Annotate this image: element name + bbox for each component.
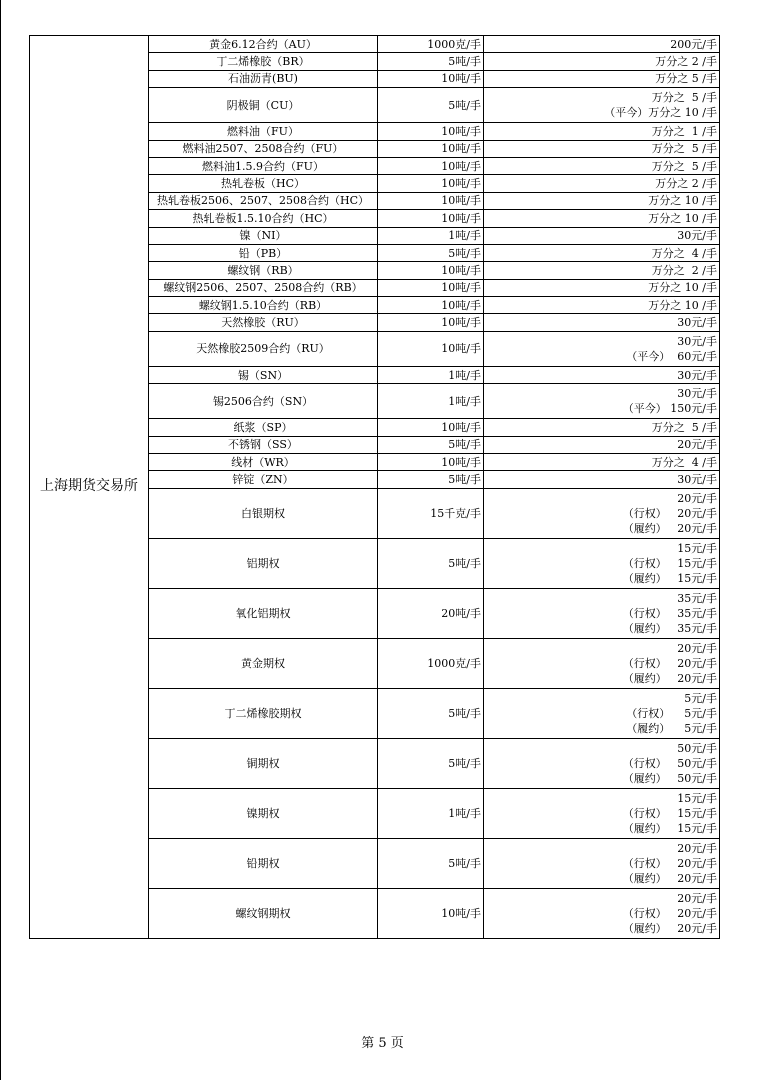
product-name: 铝期权 bbox=[149, 538, 378, 588]
product-name: 氧化铝期权 bbox=[149, 588, 378, 638]
fee-value bbox=[484, 297, 720, 314]
trading-unit: 10吨/手 bbox=[378, 123, 484, 140]
fee-value bbox=[484, 70, 720, 87]
product-name: 燃料油（FU） bbox=[149, 123, 378, 140]
fee-line: （行权） 20元/手 bbox=[622, 506, 717, 520]
fee-value bbox=[484, 123, 720, 140]
fee-line: （行权） 20元/手 bbox=[622, 906, 717, 920]
fee-value bbox=[484, 36, 720, 53]
fee-line: 万分之 10 /手 bbox=[648, 298, 717, 312]
product-name: 黄金期权 bbox=[149, 638, 378, 688]
product-name: 锌锭（ZN） bbox=[149, 471, 378, 488]
fee-line: （行权） 20元/手 bbox=[622, 656, 717, 670]
fee-value bbox=[484, 88, 720, 123]
fee-line: 20元/手 bbox=[677, 891, 717, 905]
trading-unit: 1吨/手 bbox=[378, 227, 484, 244]
fee-value bbox=[484, 588, 720, 638]
fee-value bbox=[484, 788, 720, 838]
fee-value bbox=[484, 210, 720, 227]
trading-unit: 1000克/手 bbox=[378, 638, 484, 688]
product-name: 黄金6.12合约（AU） bbox=[149, 36, 378, 53]
trading-unit: 5吨/手 bbox=[378, 688, 484, 738]
fee-line: 万分之 2 /手 bbox=[651, 263, 717, 277]
product-name: 铅（PB） bbox=[149, 244, 378, 261]
fee-line: 万分之 10 /手 bbox=[648, 211, 717, 225]
trading-unit: 10吨/手 bbox=[378, 70, 484, 87]
product-name: 天然橡胶2509合约（RU） bbox=[149, 331, 378, 366]
product-name: 丁二烯橡胶期权 bbox=[149, 688, 378, 738]
product-name: 镍（NI） bbox=[149, 227, 378, 244]
fee-line: （行权） 50元/手 bbox=[622, 756, 717, 770]
trading-unit: 10吨/手 bbox=[378, 297, 484, 314]
trading-unit: 5吨/手 bbox=[378, 244, 484, 261]
exchange-name: 上海期货交易所 bbox=[30, 36, 149, 939]
fee-line: 30元/手 bbox=[677, 473, 717, 487]
trading-unit: 5吨/手 bbox=[378, 471, 484, 488]
fee-line: 50元/手 bbox=[677, 741, 717, 755]
product-name: 阴极铜（CU） bbox=[149, 88, 378, 123]
fee-value bbox=[484, 638, 720, 688]
trading-unit: 5吨/手 bbox=[378, 838, 484, 888]
fee-line: 20元/手 bbox=[677, 641, 717, 655]
fee-line: （履约） 50元/手 bbox=[622, 771, 717, 785]
fee-line: （履约） 15元/手 bbox=[622, 821, 717, 835]
product-name: 不锈钢（SS） bbox=[149, 436, 378, 453]
product-name: 螺纹钢期权 bbox=[149, 888, 378, 938]
fee-line: （履约） 15元/手 bbox=[622, 571, 717, 585]
trading-unit: 10吨/手 bbox=[378, 888, 484, 938]
fee-line: （平今）万分之 10 /手 bbox=[604, 106, 717, 120]
trading-unit: 10吨/手 bbox=[378, 314, 484, 331]
trading-unit: 20吨/手 bbox=[378, 588, 484, 638]
product-name: 石油沥青(BU) bbox=[149, 70, 378, 87]
trading-unit: 10吨/手 bbox=[378, 140, 484, 157]
fee-line: 万分之 4 /手 bbox=[651, 455, 717, 469]
trading-unit: 1000克/手 bbox=[378, 36, 484, 53]
product-name: 热轧卷板2506、2507、2508合约（HC） bbox=[149, 192, 378, 209]
trading-unit: 10吨/手 bbox=[378, 192, 484, 209]
fee-line: 5元/手 bbox=[684, 691, 717, 705]
fee-value bbox=[484, 140, 720, 157]
trading-unit: 5吨/手 bbox=[378, 53, 484, 70]
trading-unit: 1吨/手 bbox=[378, 366, 484, 383]
fee-value bbox=[484, 227, 720, 244]
trading-unit: 10吨/手 bbox=[378, 279, 484, 296]
product-name: 螺纹钢2506、2507、2508合约（RB） bbox=[149, 279, 378, 296]
product-name: 螺纹钢（RB） bbox=[149, 262, 378, 279]
fee-line: 30元/手 bbox=[677, 316, 717, 330]
fee-line: （履约） 20元/手 bbox=[622, 871, 717, 885]
fee-line: 200元/手 bbox=[670, 37, 717, 51]
trading-unit: 10吨/手 bbox=[378, 454, 484, 471]
product-name: 热轧卷板1.5.10合约（HC） bbox=[149, 210, 378, 227]
trading-unit: 1吨/手 bbox=[378, 788, 484, 838]
fee-value bbox=[484, 538, 720, 588]
fee-line: 35元/手 bbox=[677, 591, 717, 605]
trading-unit: 10吨/手 bbox=[378, 210, 484, 227]
fee-value bbox=[484, 262, 720, 279]
trading-unit: 10吨/手 bbox=[378, 331, 484, 366]
fee-line: 30元/手 bbox=[677, 229, 717, 243]
product-name: 天然橡胶（RU） bbox=[149, 314, 378, 331]
fee-value bbox=[484, 314, 720, 331]
trading-unit: 5吨/手 bbox=[378, 88, 484, 123]
trading-unit: 10吨/手 bbox=[378, 157, 484, 174]
fee-line: （履约） 20元/手 bbox=[622, 921, 717, 935]
fee-line: 20元/手 bbox=[677, 491, 717, 505]
fee-value bbox=[484, 838, 720, 888]
product-name: 螺纹钢1.5.10合约（RB） bbox=[149, 297, 378, 314]
fee-line: （履约） 20元/手 bbox=[622, 671, 717, 685]
fee-table-body bbox=[30, 36, 720, 939]
fee-line: （行权） 15元/手 bbox=[622, 556, 717, 570]
page-number: 第 5 页 bbox=[361, 1036, 404, 1051]
fee-value bbox=[484, 331, 720, 366]
product-name: 白银期权 bbox=[149, 488, 378, 538]
fee-value bbox=[484, 419, 720, 436]
fee-line: 15元/手 bbox=[677, 541, 717, 555]
fee-line: 万分之 10 /手 bbox=[648, 281, 717, 295]
trading-unit: 10吨/手 bbox=[378, 262, 484, 279]
product-name: 纸浆（SP） bbox=[149, 419, 378, 436]
product-name: 铅期权 bbox=[149, 838, 378, 888]
product-name: 丁二烯橡胶（BR） bbox=[149, 53, 378, 70]
trading-unit: 1吨/手 bbox=[378, 384, 484, 419]
fee-line: （履约） 5元/手 bbox=[626, 721, 717, 735]
fee-line: 万分之 2 /手 bbox=[655, 177, 717, 191]
product-name: 锡2506合约（SN） bbox=[149, 384, 378, 419]
fee-value bbox=[484, 279, 720, 296]
product-name: 燃料油1.5.9合约（FU） bbox=[149, 157, 378, 174]
fee-line: 万分之 1 /手 bbox=[651, 124, 717, 138]
fee-value bbox=[484, 488, 720, 538]
product-name: 镍期权 bbox=[149, 788, 378, 838]
fee-line: 30元/手 bbox=[677, 387, 717, 401]
fee-line: （平今） 150元/手 bbox=[622, 402, 717, 416]
product-name: 铜期权 bbox=[149, 738, 378, 788]
fee-line: 万分之 5 /手 bbox=[651, 159, 717, 173]
fee-value bbox=[484, 888, 720, 938]
fee-line: （平今） 60元/手 bbox=[626, 349, 717, 363]
fee-value bbox=[484, 366, 720, 383]
fee-line: （行权） 35元/手 bbox=[622, 606, 717, 620]
fee-value bbox=[484, 738, 720, 788]
fee-line: 万分之 10 /手 bbox=[648, 194, 717, 208]
fee-value bbox=[484, 471, 720, 488]
fee-line: 万分之 2 /手 bbox=[655, 55, 717, 69]
fee-line: 20元/手 bbox=[677, 841, 717, 855]
fee-value bbox=[484, 688, 720, 738]
trading-unit: 5吨/手 bbox=[378, 436, 484, 453]
fee-line: （行权） 20元/手 bbox=[622, 856, 717, 870]
fee-line: 万分之 5 /手 bbox=[655, 72, 717, 86]
product-name: 线材（WR） bbox=[149, 454, 378, 471]
fee-line: 万分之 5 /手 bbox=[651, 142, 717, 156]
fee-value bbox=[484, 454, 720, 471]
fee-line: 万分之 4 /手 bbox=[651, 246, 717, 260]
fee-value bbox=[484, 244, 720, 261]
fee-line: 万分之 5 /手 bbox=[651, 420, 717, 434]
fee-line: 30元/手 bbox=[677, 334, 717, 348]
fee-line: （履约） 20元/手 bbox=[622, 521, 717, 535]
trading-unit: 5吨/手 bbox=[378, 738, 484, 788]
fee-line: 万分之 5 /手 bbox=[651, 91, 717, 105]
trading-unit: 10吨/手 bbox=[378, 175, 484, 192]
fee-line: 15元/手 bbox=[677, 791, 717, 805]
trading-unit: 5吨/手 bbox=[378, 538, 484, 588]
trading-unit: 15千克/手 bbox=[378, 488, 484, 538]
fee-value bbox=[484, 384, 720, 419]
product-name: 燃料油2507、2508合约（FU） bbox=[149, 140, 378, 157]
fee-value bbox=[484, 175, 720, 192]
fee-line: （行权） 5元/手 bbox=[626, 706, 717, 720]
fee-line: （行权） 15元/手 bbox=[622, 806, 717, 820]
product-name: 锡（SN） bbox=[149, 366, 378, 383]
page-left-edge bbox=[0, 0, 1, 1080]
trading-unit: 10吨/手 bbox=[378, 419, 484, 436]
fee-value bbox=[484, 157, 720, 174]
fee-line: 20元/手 bbox=[677, 438, 717, 452]
fee-line: （履约） 35元/手 bbox=[622, 621, 717, 635]
fee-value bbox=[484, 436, 720, 453]
table-row bbox=[30, 36, 720, 53]
product-name: 热轧卷板（HC） bbox=[149, 175, 378, 192]
fee-line: 30元/手 bbox=[677, 368, 717, 382]
fee-table bbox=[29, 35, 720, 939]
fee-value bbox=[484, 192, 720, 209]
fee-value bbox=[484, 53, 720, 70]
